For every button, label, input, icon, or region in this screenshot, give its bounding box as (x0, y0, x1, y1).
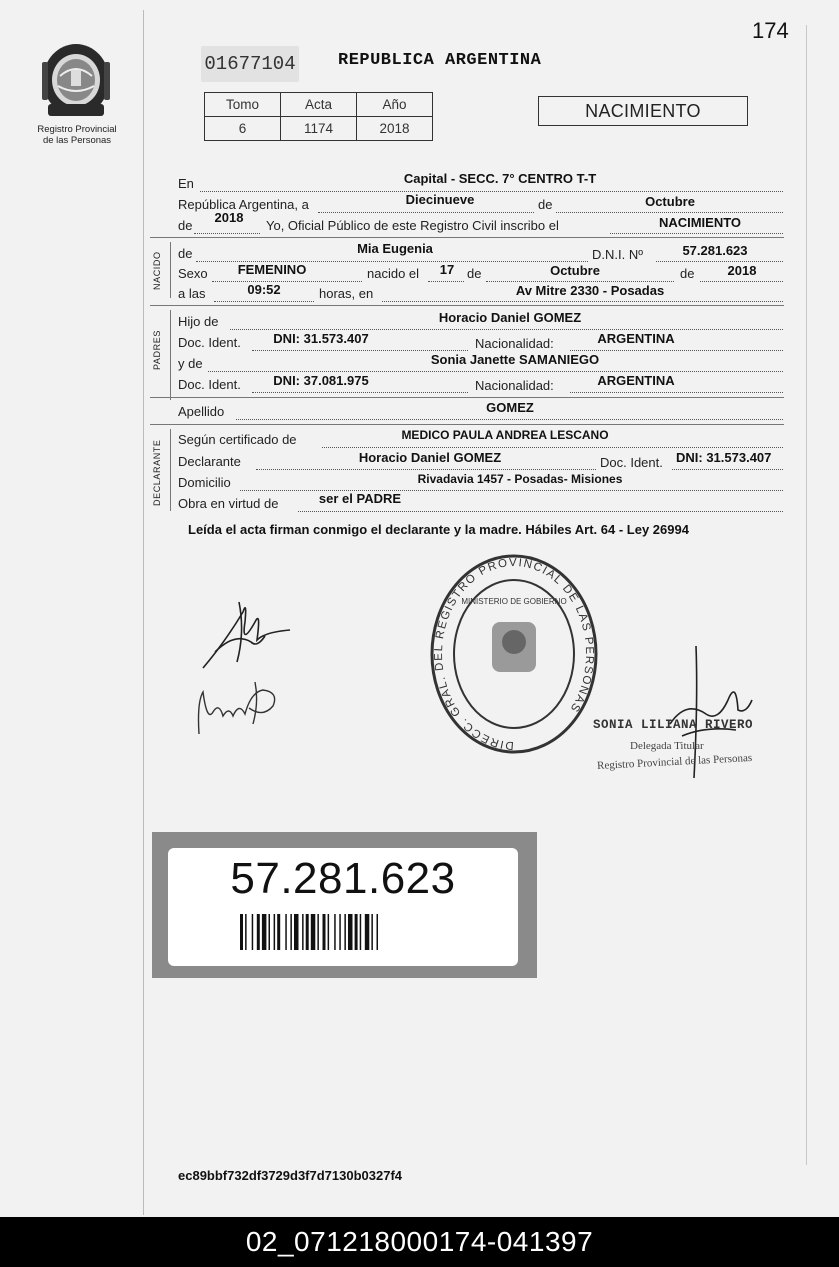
barcode-bar (317, 914, 319, 950)
en-value: Capital - SECC. 7° CENTRO T-T (403, 171, 597, 186)
stamp-ring-text: DIRECC. GRAL. DEL REGISTRO PROVINCIAL DE LAS PERSONAS (432, 556, 596, 752)
barcode-bar (240, 914, 243, 950)
apellido-label: Apellido (178, 404, 225, 419)
barcode-bar (252, 914, 254, 950)
birth-day: 17 (439, 262, 455, 277)
mother-doc: DNI: 37.081.975 (273, 373, 369, 388)
barcode-bar (277, 914, 280, 950)
page-left-border (143, 10, 144, 1215)
segun-label: Según certificado de (178, 432, 297, 447)
value-tomo: 6 (205, 117, 281, 141)
mother-nat-label: Nacionalidad: (475, 378, 554, 393)
sexo-value: FEMENINO (237, 262, 307, 277)
declarante-doc-label: Doc. Ident. (600, 455, 663, 470)
value-anio: 2018 (357, 117, 433, 141)
logo-caption-line2: de las Personas (42, 135, 112, 146)
year-value: 2018 (214, 210, 244, 225)
child-dni: 57.281.623 (682, 243, 748, 258)
barcode-bar (269, 914, 271, 950)
barcode-bar (262, 914, 267, 950)
official-name: SONIA LILIANA RIVERO (593, 718, 754, 732)
horas-en-label: horas, en (319, 286, 374, 301)
stamp-inner-text: MINISTERIO DE GOBIERNO (461, 597, 567, 606)
header-acta: Acta (281, 93, 357, 117)
mother-nationality: ARGENTINA (597, 373, 675, 388)
a-las-label: a las (178, 286, 206, 301)
nacido-de-label: de (178, 246, 193, 261)
barcode-bar (371, 914, 373, 950)
section-divider (170, 242, 171, 298)
section-label-declarante: DECLARANTE (152, 439, 162, 506)
father-nat-label: Nacionalidad: (475, 336, 554, 351)
barcode-bar (306, 914, 309, 950)
closing-statement: Leída el acta firman conmigo el declarante y la madre. Hábiles Art. 64 - Ley 26994 (188, 522, 689, 537)
de-label: de (538, 197, 553, 212)
obra-label: Obra en virtud de (178, 496, 279, 511)
declarante-label: Declarante (178, 454, 241, 469)
section-separator (150, 424, 784, 425)
section-separator (150, 305, 784, 306)
document-hash: ec89bbf732df3729d3f7d7130b0327f4 (178, 1168, 403, 1183)
father-doc: DNI: 31.573.407 (273, 331, 369, 346)
logo-caption (28, 124, 126, 146)
domicilio-value: Rivadavia 1457 - Posadas- Misiones (417, 472, 623, 486)
barcode-bar (348, 914, 353, 950)
barcode-bar (323, 914, 326, 950)
declarante-doc: DNI: 31.573.407 (676, 450, 772, 465)
de2-label: de (178, 218, 193, 233)
barcode-bar (302, 914, 304, 950)
barcode-bar (339, 914, 341, 950)
barcode-bar (334, 914, 336, 950)
month-value: Octubre (645, 194, 695, 209)
en-label: En (178, 176, 194, 191)
barcode-dni-number: 57.281.623 (230, 854, 456, 903)
barcode-bar (290, 914, 292, 950)
segun-value: MEDICO PAULA ANDREA LESCANO (401, 428, 609, 442)
mother-name: Sonia Janette SAMANIEGO (430, 352, 600, 367)
barcode-bar (365, 914, 370, 950)
section-separator (150, 237, 784, 238)
birth-month: Octubre (550, 263, 600, 278)
province-seal-logo (38, 40, 114, 126)
barcode-bar (285, 914, 287, 950)
declarante-value: Horacio Daniel GOMEZ (358, 450, 502, 465)
official-role: Delegada Titular (630, 740, 704, 752)
father-nationality: ARGENTINA (597, 331, 675, 346)
section-divider (170, 429, 171, 511)
header-anio: Año (357, 93, 433, 117)
birth-year: 2018 (727, 263, 757, 278)
obra-value: ser el PADRE (318, 491, 402, 506)
nacido-el-label: nacido el (367, 266, 420, 281)
official-registry: Registro Provincial de las Personas (596, 751, 753, 773)
hijo-de-label: Hijo de (178, 314, 219, 329)
page-right-border (806, 25, 807, 1165)
declarant-signature (195, 592, 295, 672)
officer-text: Yo, Oficial Público de este Registro Civil inscribo el (266, 218, 559, 233)
section-separator (150, 397, 784, 398)
barcode-bar (328, 914, 330, 950)
father-name: Horacio Daniel GOMEZ (438, 310, 582, 325)
sexo-label: Sexo (178, 266, 208, 281)
republica-label: República Argentina, a (178, 197, 309, 212)
barcode-bar (355, 914, 358, 950)
barcode-bar (294, 914, 299, 950)
de-label: de (467, 266, 482, 281)
header-tomo: Tomo (205, 93, 281, 117)
barcode-bar (377, 914, 379, 950)
section-divider (170, 310, 171, 400)
birth-place: Av Mitre 2330 - Posadas (515, 283, 665, 298)
mother-doc-label: Doc. Ident. (178, 377, 241, 392)
register-table (204, 92, 433, 141)
act-type-box: NACIMIENTO (538, 96, 748, 126)
serial-number: 01677104 (201, 46, 299, 82)
mother-signature (193, 672, 288, 742)
barcode-bar (274, 914, 276, 950)
y-de-label: y de (178, 356, 203, 371)
barcode-icon (240, 914, 446, 950)
inscribe-value: NACIMIENTO (658, 215, 742, 230)
barcode-bar (245, 914, 247, 950)
section-label-padres: PADRES (152, 330, 162, 370)
apellido-value: GOMEZ (486, 400, 534, 415)
barcode-bar (344, 914, 346, 950)
child-name: Mia Eugenia (357, 241, 433, 256)
page-number: 174 (752, 18, 789, 43)
value-acta: 1174 (281, 117, 357, 141)
de-label: de (680, 266, 695, 281)
registry-stamp (428, 552, 600, 756)
logo-caption-line1: Registro Provincial (37, 124, 117, 135)
footer-id: 02_071218000174-041397 (0, 1217, 839, 1267)
dni-label: D.N.I. Nº (592, 247, 643, 262)
father-doc-label: Doc. Ident. (178, 335, 241, 350)
birth-time: 09:52 (247, 282, 281, 297)
day-value: Diecinueve (405, 192, 475, 207)
barcode-bar (311, 914, 316, 950)
barcode-bar (360, 914, 362, 950)
domicilio-label: Domicilio (178, 475, 231, 490)
section-label-nacido: NACIDO (152, 251, 162, 290)
barcode-bar (257, 914, 260, 950)
country-title: REPUBLICA ARGENTINA (338, 51, 542, 70)
